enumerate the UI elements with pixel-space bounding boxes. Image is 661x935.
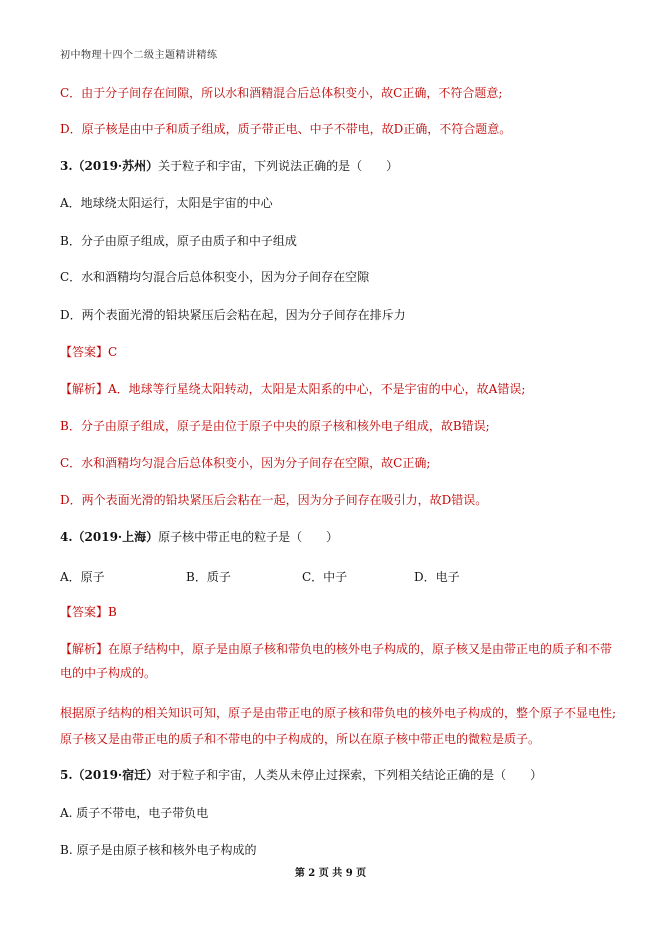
page-footer: 第 2 页 共 9 页 [294, 868, 367, 879]
text-line: B. 原子是由原子核和核外电子构成的 [60, 843, 257, 857]
text-line: D．两个表面光滑的铅块紧压后会粘在起，因为分子间存在排斥力 [60, 308, 406, 322]
question-source: 3.（2019·苏州） [60, 159, 159, 173]
q4-option-b: B．质子 [186, 570, 231, 584]
q4-option-a: A．原子 [60, 570, 105, 584]
question-source: 5.（2019·宿迁） [60, 768, 159, 782]
text-line: A. 质子不带电，电子带负电 [60, 806, 209, 820]
text-line: 【答案】B [60, 605, 117, 619]
text-line: D．两个表面光滑的铅块紧压后会粘在一起，因为分子间存在吸引力，故D错误。 [60, 493, 488, 507]
text-line: 【解析】A．地球等行星绕太阳转动，太阳是太阳系的中心，不是宇宙的中心，故A错误; [60, 382, 526, 396]
q4-option-d: D．电子 [414, 570, 460, 584]
text-line: B．分子由原子组成，原子是由位于原子中央的原子核和核外电子组成，故B错误; [60, 419, 490, 433]
text-line: C．由于分子间存在间隙，所以水和酒精混合后总体积变小，故C正确，不符合题意; [60, 86, 503, 100]
question-source: 4.（2019·上海） [60, 530, 159, 544]
question-stem: 对于粒子和宇宙，人类从未停止过探索，下列相关结论正确的是（ ） [158, 768, 543, 782]
text-line: C．水和酒精均匀混合后总体积变小，因为分子间存在空隙 [60, 270, 370, 284]
question-stem: 原子核中带正电的粒子是（ ） [158, 530, 339, 544]
text-line: 根据原子结构的相关知识可知，原子是由带正电的原子核和带负电的核外电子构成的，整个原子不显电性; [60, 706, 617, 720]
page-header: 初中物理十四个二级主题精讲精练 [60, 50, 218, 61]
text-line [60, 767, 542, 783]
text-line [60, 158, 398, 174]
text-line [60, 529, 338, 545]
q4-option-c: C．中子 [302, 570, 348, 584]
text-line: B．分子由原子组成，原子由质子和中子组成 [60, 234, 297, 248]
text-line: 原子核又是由带正电的质子和不带电的中子构成的，所以在原子核中带正电的微粒是质子。 [60, 732, 541, 746]
text-line: 【答案】C [60, 345, 118, 359]
text-line: D．原子核是由中子和质子组成，质子带正电、中子不带电，故D正确，不符合题意。 [60, 122, 512, 136]
text-line: 电的中子构成的。 [60, 666, 157, 680]
text-line: 【解析】在原子结构中，原子是由原子核和带负电的核外电子构成的，原子核又是由带正电的质子和不带 [60, 642, 613, 656]
text-line: A．地球绕太阳运行，太阳是宇宙的中心 [60, 196, 273, 210]
question-stem: 关于粒子和宇宙，下列说法正确的是（ ） [158, 159, 399, 173]
text-line: C．水和酒精均匀混合后总体积变小，因为分子间存在空隙，故C正确; [60, 456, 431, 470]
